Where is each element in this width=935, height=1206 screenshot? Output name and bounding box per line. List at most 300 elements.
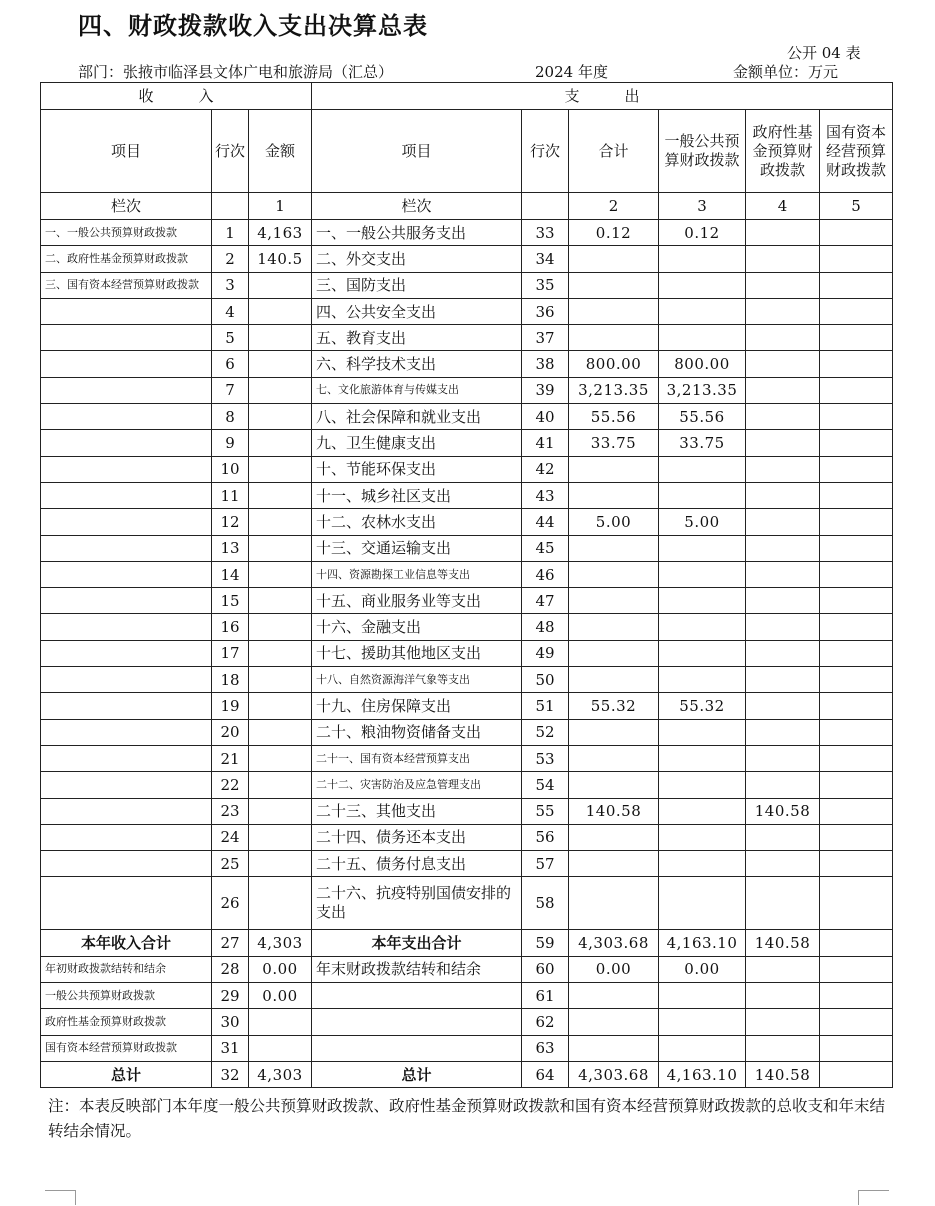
state-capital-amount [820, 851, 893, 877]
expense-item [312, 1009, 522, 1035]
income-item [41, 824, 212, 850]
gov-fund-amount [746, 983, 820, 1009]
column-header-row [41, 110, 893, 193]
table-row [41, 430, 893, 456]
expense-total [569, 1035, 659, 1061]
table-row [41, 482, 893, 508]
income-line-no: 3 [212, 272, 249, 298]
income-amount [249, 851, 312, 877]
general-budget-amount [659, 272, 746, 298]
income-item: 年初财政拨款结转和结余 [41, 956, 212, 982]
col-number-label-income: 栏次 [41, 193, 212, 220]
expense-line-no: 55 [522, 798, 569, 824]
expense-line-no: 59 [522, 930, 569, 956]
form-code: 公开 04 表 [787, 44, 861, 62]
income-item [41, 404, 212, 430]
income-item [41, 851, 212, 877]
expense-line-no: 58 [522, 877, 569, 930]
income-amount: 140.5 [249, 246, 312, 272]
income-item: 二、政府性基金预算财政拨款 [41, 246, 212, 272]
state-capital-amount [820, 535, 893, 561]
expense-header: 支 出 [312, 83, 893, 110]
gov-fund-amount [746, 430, 820, 456]
state-capital-amount [820, 640, 893, 666]
table-row [41, 456, 893, 482]
expense-line-no: 39 [522, 377, 569, 403]
income-line-no: 20 [212, 719, 249, 745]
income-line-no: 14 [212, 561, 249, 587]
state-capital-amount [820, 1009, 893, 1035]
col-header-expense-line: 行次 [522, 110, 569, 193]
col-header-amount: 金额 [249, 110, 312, 193]
state-capital-amount [820, 351, 893, 377]
income-item [41, 745, 212, 771]
general-budget-amount [659, 772, 746, 798]
income-item [41, 535, 212, 561]
state-capital-amount [820, 719, 893, 745]
state-capital-amount [820, 456, 893, 482]
general-budget-amount [659, 851, 746, 877]
gov-fund-amount [746, 588, 820, 614]
expense-line-no: 41 [522, 430, 569, 456]
expense-item: 四、公共安全支出 [312, 298, 522, 324]
expense-item: 十三、交通运输支出 [312, 535, 522, 561]
table-row [41, 851, 893, 877]
gov-fund-amount [746, 456, 820, 482]
state-capital-amount [820, 745, 893, 771]
income-amount [249, 719, 312, 745]
income-amount [249, 877, 312, 930]
gov-fund-amount: 140.58 [746, 798, 820, 824]
expense-line-no: 54 [522, 772, 569, 798]
expense-total: 33.75 [569, 430, 659, 456]
income-amount: 0.00 [249, 983, 312, 1009]
fiscal-year: 2024 年度 [535, 63, 608, 81]
expense-item: 十六、金融支出 [312, 614, 522, 640]
gov-fund-amount [746, 482, 820, 508]
general-budget-amount [659, 482, 746, 508]
expense-line-no: 60 [522, 956, 569, 982]
expense-line-no: 42 [522, 456, 569, 482]
income-amount [249, 745, 312, 771]
income-line-no: 11 [212, 482, 249, 508]
income-amount [249, 272, 312, 298]
expense-item: 十一、城乡社区支出 [312, 482, 522, 508]
general-budget-amount [659, 298, 746, 324]
col-header-expense-item: 项目 [312, 110, 522, 193]
income-amount [249, 824, 312, 850]
expense-line-no: 44 [522, 509, 569, 535]
income-amount [249, 667, 312, 693]
table-row [41, 877, 893, 930]
expense-total [569, 535, 659, 561]
income-header: 收 入 [41, 83, 312, 110]
income-line-no: 24 [212, 824, 249, 850]
col-header-total: 合计 [569, 110, 659, 193]
page-title: 四、财政拨款收入支出决算总表 [78, 12, 428, 40]
income-amount [249, 614, 312, 640]
table-row [41, 719, 893, 745]
expense-line-no: 61 [522, 983, 569, 1009]
gov-fund-amount [746, 956, 820, 982]
gov-fund-amount: 140.58 [746, 1061, 820, 1087]
gov-fund-amount [746, 824, 820, 850]
expense-item: 二十二、灾害防治及应急管理支出 [312, 772, 522, 798]
state-capital-amount [820, 614, 893, 640]
income-item [41, 719, 212, 745]
col-number-blank [212, 193, 249, 220]
expense-line-no: 36 [522, 298, 569, 324]
gov-fund-amount [746, 1009, 820, 1035]
col-number-3: 3 [659, 193, 746, 220]
income-amount [249, 561, 312, 587]
state-capital-amount [820, 956, 893, 982]
expense-total [569, 272, 659, 298]
income-item [41, 877, 212, 930]
expense-line-no: 62 [522, 1009, 569, 1035]
expense-total [569, 719, 659, 745]
expense-item: 三、国防支出 [312, 272, 522, 298]
gov-fund-amount [746, 351, 820, 377]
income-amount [249, 404, 312, 430]
state-capital-amount [820, 272, 893, 298]
expense-line-no: 52 [522, 719, 569, 745]
table-row [41, 377, 893, 403]
expense-item: 本年支出合计 [312, 930, 522, 956]
general-budget-amount [659, 667, 746, 693]
expense-total [569, 614, 659, 640]
page-corner-mark-right [858, 1190, 889, 1205]
department-label: 部门：张掖市临泽县文体广电和旅游局（汇总） [78, 63, 394, 81]
table-row [41, 535, 893, 561]
income-item [41, 588, 212, 614]
expense-total: 800.00 [569, 351, 659, 377]
expense-total [569, 877, 659, 930]
expense-item: 十二、农林水支出 [312, 509, 522, 535]
section-header-row [41, 83, 893, 110]
expense-total [569, 561, 659, 587]
income-amount [249, 1009, 312, 1035]
expense-total: 55.56 [569, 404, 659, 430]
expense-item: 二十一、国有资本经营预算支出 [312, 745, 522, 771]
expense-item: 二十、粮油物资储备支出 [312, 719, 522, 745]
table-row [41, 930, 893, 956]
expense-item: 九、卫生健康支出 [312, 430, 522, 456]
expense-line-no: 49 [522, 640, 569, 666]
income-line-no: 1 [212, 220, 249, 246]
expense-line-no: 40 [522, 404, 569, 430]
income-item [41, 693, 212, 719]
expense-line-no: 48 [522, 614, 569, 640]
gov-fund-amount [746, 614, 820, 640]
general-budget-amount [659, 877, 746, 930]
col-number-blank [522, 193, 569, 220]
expense-line-no: 56 [522, 824, 569, 850]
income-amount: 4,163 [249, 220, 312, 246]
expense-total [569, 851, 659, 877]
gov-fund-amount [746, 1035, 820, 1061]
expense-total [569, 824, 659, 850]
footnote: 注：本表反映部门本年度一般公共预算财政拨款、政府性基金预算财政拨款和国有资本经营预算财政拨款的总收支和年末结转结余情况。 [48, 1097, 886, 1140]
expense-line-no: 46 [522, 561, 569, 587]
income-amount [249, 351, 312, 377]
state-capital-amount [820, 1061, 893, 1087]
expense-total [569, 667, 659, 693]
col-header-income-line: 行次 [212, 110, 249, 193]
general-budget-amount [659, 824, 746, 850]
income-line-no: 18 [212, 667, 249, 693]
income-line-no: 13 [212, 535, 249, 561]
gov-fund-amount [746, 561, 820, 587]
expense-item: 十、节能环保支出 [312, 456, 522, 482]
income-item [41, 798, 212, 824]
state-capital-amount [820, 482, 893, 508]
general-budget-amount: 55.32 [659, 693, 746, 719]
expense-item: 十七、援助其他地区支出 [312, 640, 522, 666]
income-line-no: 17 [212, 640, 249, 666]
income-amount [249, 456, 312, 482]
state-capital-amount [820, 561, 893, 587]
expense-total: 0.00 [569, 956, 659, 982]
gov-fund-amount [746, 693, 820, 719]
income-line-no: 22 [212, 772, 249, 798]
income-item: 国有资本经营预算财政拨款 [41, 1035, 212, 1061]
expense-item: 八、社会保障和就业支出 [312, 404, 522, 430]
general-budget-amount [659, 246, 746, 272]
expense-line-no: 47 [522, 588, 569, 614]
general-budget-amount [659, 614, 746, 640]
income-item [41, 377, 212, 403]
expense-line-no: 45 [522, 535, 569, 561]
col-number-4: 4 [746, 193, 820, 220]
expense-total [569, 588, 659, 614]
state-capital-amount [820, 325, 893, 351]
table-row [41, 745, 893, 771]
income-line-no: 7 [212, 377, 249, 403]
general-budget-amount [659, 640, 746, 666]
income-line-no: 15 [212, 588, 249, 614]
income-item [41, 614, 212, 640]
income-amount [249, 430, 312, 456]
gov-fund-amount [746, 719, 820, 745]
expense-line-no: 34 [522, 246, 569, 272]
general-budget-amount [659, 745, 746, 771]
col-number-1: 1 [249, 193, 312, 220]
expense-item: 十九、住房保障支出 [312, 693, 522, 719]
income-amount [249, 535, 312, 561]
state-capital-amount [820, 298, 893, 324]
table-row [41, 824, 893, 850]
income-amount: 0.00 [249, 956, 312, 982]
income-item [41, 298, 212, 324]
table-row [41, 1009, 893, 1035]
expense-total [569, 482, 659, 508]
expense-line-no: 50 [522, 667, 569, 693]
gov-fund-amount [746, 246, 820, 272]
table-row [41, 693, 893, 719]
income-line-no: 30 [212, 1009, 249, 1035]
col-number-label-expense: 栏次 [312, 193, 522, 220]
expense-total: 3,213.35 [569, 377, 659, 403]
income-item [41, 482, 212, 508]
general-budget-amount: 800.00 [659, 351, 746, 377]
expense-total [569, 745, 659, 771]
general-budget-amount [659, 798, 746, 824]
state-capital-amount [820, 877, 893, 930]
income-item: 一、一般公共预算财政拨款 [41, 220, 212, 246]
gov-fund-amount [746, 535, 820, 561]
general-budget-amount [659, 719, 746, 745]
general-budget-amount: 55.56 [659, 404, 746, 430]
income-item [41, 667, 212, 693]
general-budget-amount: 5.00 [659, 509, 746, 535]
income-amount [249, 588, 312, 614]
income-line-no: 27 [212, 930, 249, 956]
expense-item: 十四、资源勘探工业信息等支出 [312, 561, 522, 587]
income-line-no: 29 [212, 983, 249, 1009]
expense-line-no: 33 [522, 220, 569, 246]
state-capital-amount [820, 798, 893, 824]
table-row [41, 1061, 893, 1087]
income-item [41, 509, 212, 535]
income-line-no: 6 [212, 351, 249, 377]
table-row [41, 956, 893, 982]
expense-total [569, 640, 659, 666]
state-capital-amount [820, 983, 893, 1009]
income-amount [249, 509, 312, 535]
gov-fund-amount [746, 404, 820, 430]
expense-total: 5.00 [569, 509, 659, 535]
expense-item: 七、文化旅游体育与传媒支出 [312, 377, 522, 403]
state-capital-amount [820, 772, 893, 798]
gov-fund-amount [746, 745, 820, 771]
table-row [41, 220, 893, 246]
expense-total [569, 246, 659, 272]
general-budget-amount [659, 561, 746, 587]
income-line-no: 28 [212, 956, 249, 982]
expense-item: 二十四、债务还本支出 [312, 824, 522, 850]
state-capital-amount [820, 693, 893, 719]
expense-total [569, 772, 659, 798]
expense-item: 六、科学技术支出 [312, 351, 522, 377]
income-amount [249, 325, 312, 351]
expense-item [312, 1035, 522, 1061]
income-amount [249, 798, 312, 824]
expense-line-no: 37 [522, 325, 569, 351]
general-budget-amount: 4,163.10 [659, 1061, 746, 1087]
table-row [41, 588, 893, 614]
col-header-income-item: 项目 [41, 110, 212, 193]
income-amount [249, 693, 312, 719]
expense-total: 55.32 [569, 693, 659, 719]
expense-total: 0.12 [569, 220, 659, 246]
expense-total [569, 983, 659, 1009]
expense-item: 五、教育支出 [312, 325, 522, 351]
table-row [41, 772, 893, 798]
general-budget-amount [659, 983, 746, 1009]
expense-total: 140.58 [569, 798, 659, 824]
gov-fund-amount [746, 772, 820, 798]
income-amount [249, 482, 312, 508]
income-line-no: 26 [212, 877, 249, 930]
income-amount [249, 298, 312, 324]
expense-line-no: 57 [522, 851, 569, 877]
general-budget-amount [659, 325, 746, 351]
general-budget-amount: 0.00 [659, 956, 746, 982]
expense-item: 二十六、抗疫特别国债安排的支出 [312, 877, 522, 930]
state-capital-amount [820, 430, 893, 456]
col-header-state-capital: 国有资本经营预算财政拨款 [820, 110, 893, 193]
expense-item [312, 983, 522, 1009]
income-amount [249, 1035, 312, 1061]
expense-line-no: 53 [522, 745, 569, 771]
income-item [41, 351, 212, 377]
col-header-gov-fund: 政府性基金预算财政拨款 [746, 110, 820, 193]
table-row [41, 509, 893, 535]
gov-fund-amount [746, 667, 820, 693]
table-row [41, 798, 893, 824]
budget-table [40, 82, 893, 1088]
table-row [41, 404, 893, 430]
income-line-no: 5 [212, 325, 249, 351]
expense-line-no: 43 [522, 482, 569, 508]
income-item: 一般公共预算财政拨款 [41, 983, 212, 1009]
state-capital-amount [820, 1035, 893, 1061]
expense-line-no: 63 [522, 1035, 569, 1061]
expense-line-no: 51 [522, 693, 569, 719]
expense-total [569, 325, 659, 351]
income-line-no: 19 [212, 693, 249, 719]
table-row [41, 983, 893, 1009]
expense-item: 年末财政拨款结转和结余 [312, 956, 522, 982]
gov-fund-amount [746, 377, 820, 403]
gov-fund-amount: 140.58 [746, 930, 820, 956]
income-item [41, 430, 212, 456]
gov-fund-amount [746, 509, 820, 535]
expense-item: 总计 [312, 1061, 522, 1087]
amount-unit: 金额单位：万元 [733, 63, 839, 81]
expense-line-no: 35 [522, 272, 569, 298]
expense-item: 二十三、其他支出 [312, 798, 522, 824]
table-row [41, 298, 893, 324]
gov-fund-amount [746, 325, 820, 351]
income-amount: 4,303 [249, 1061, 312, 1087]
gov-fund-amount [746, 272, 820, 298]
income-item [41, 772, 212, 798]
gov-fund-amount [746, 640, 820, 666]
table-row [41, 1035, 893, 1061]
income-line-no: 21 [212, 745, 249, 771]
table-row [41, 640, 893, 666]
expense-item: 十八、自然资源海洋气象等支出 [312, 667, 522, 693]
income-line-no: 32 [212, 1061, 249, 1087]
income-line-no: 2 [212, 246, 249, 272]
expense-item: 十五、商业服务业等支出 [312, 588, 522, 614]
expense-item: 二十五、债务付息支出 [312, 851, 522, 877]
general-budget-amount: 33.75 [659, 430, 746, 456]
table-row [41, 325, 893, 351]
income-line-no: 16 [212, 614, 249, 640]
state-capital-amount [820, 930, 893, 956]
general-budget-amount [659, 588, 746, 614]
general-budget-amount [659, 535, 746, 561]
general-budget-amount: 0.12 [659, 220, 746, 246]
income-line-no: 31 [212, 1035, 249, 1061]
expense-item: 一、一般公共服务支出 [312, 220, 522, 246]
income-amount [249, 377, 312, 403]
income-line-no: 9 [212, 430, 249, 456]
income-item [41, 456, 212, 482]
